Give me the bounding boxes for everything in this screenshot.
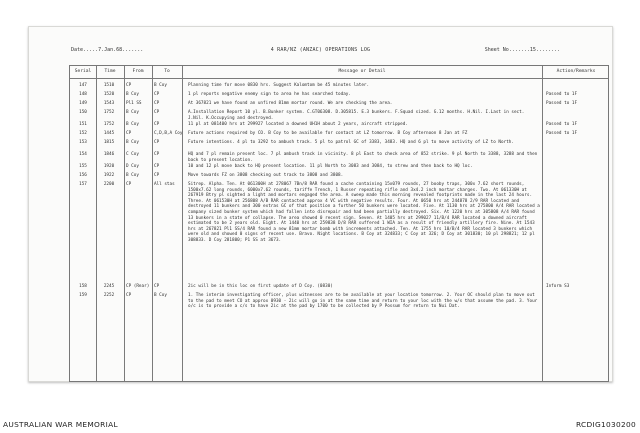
cell-time: 2245 [103, 284, 115, 289]
cell-action: Inform S3 [546, 284, 570, 289]
archive-name: AUSTRALIAN WAR MEMORIAL [3, 420, 118, 429]
cell-serial: 148 [79, 92, 87, 97]
sheet-number: Sheet No.......15........ [484, 47, 560, 53]
cell-action: Passed to 1F [546, 131, 578, 136]
cell-from: C Coy [126, 152, 139, 157]
cell-msg: Move towards FZ on 3808 checking out track to 3808 and 3808. [188, 173, 344, 178]
log-sheet [28, 26, 613, 382]
cell-time: 1510 [103, 83, 115, 88]
cell-serial: 155 [79, 164, 87, 169]
cell-to: CP [154, 140, 160, 145]
cell-to: All stas [154, 182, 175, 187]
cell-serial: 159 [79, 293, 87, 298]
cell-to: B Coy [154, 293, 167, 298]
cell-from: CP (Rear) [126, 284, 150, 289]
cell-serial: 149 [79, 101, 87, 106]
cell-from: B Coy [126, 110, 139, 115]
cell-serial: 151 [79, 122, 87, 127]
archive-footer [0, 416, 640, 433]
cell-time: 1752 [103, 110, 115, 115]
log-table [69, 65, 609, 382]
cell-serial: 150 [79, 110, 87, 115]
cell-msg: 10 and 12 pl move back to HQ present location. 11 pl North to 3083 and 3084, to strew and then back to HQ loc. [188, 164, 473, 169]
cell-from: B Coy [126, 140, 139, 145]
col-time: Time [104, 69, 116, 74]
cell-action: Passed to 1F [546, 122, 578, 127]
cell-time: 1543 [103, 101, 115, 106]
cell-time: 1445 [103, 131, 115, 136]
cell-to: CP [154, 164, 160, 169]
cell-serial: 154 [79, 152, 87, 157]
cell-time: 2252 [103, 293, 115, 298]
cell-msg: Future actions required by CO. B Coy to be available for contact at LZ tomorrow. B Coy afternoon 8 Jan at FZ [188, 131, 468, 136]
cell-from: B Coy [126, 92, 139, 97]
cell-msg: At 367821 we have found an unfired 81mm mortar round. We are checking the area. [188, 101, 393, 106]
cell-msg: 11 pl at 081400 hrs at 299927 located a downed UH1H about 2 years, aircraft stripped. [188, 122, 408, 127]
cell-msg: A.Installation Report 10 yl. B.Bunker system. C.GT06308. D.305815. E.3 bunkers. F.Squad sized. G.12 months. H.Nil. I.Last in sect. J.Nil. K.Occupying and destroyed. [188, 110, 525, 121]
cell-from: CP [126, 293, 132, 298]
cell-msg: Sitrep. Alpha. Ten. At 061300H at 278067 7Bn/8 RAR found a cache containing 15x079 rounds, 27 booby traps, 300x 7.62 short rounds, 1500x7.62 long rounds, 6000x7.62 rounds, tariffe Trench, 1 Russer repeating rifle and 3x4.2 inch mortar charges. Two. At 061330H at 267919 Btry pl sighted a light and mortars engaged the area. A sweep made this morning revealed footprints made in the last 24 hours. Three. At 061530H at 256808 A/B RAR contacted approx 4 VC with negative results. Four. At 0650 hrs at 244878 2/9 RAR located and destroyed 11 bunkers and 300 extras GC of that position a further 50 bunkers were located. Five. At 1130 hrs at 275800 A/4 RAR located a company sized bunker system which had fallen into disrepair and had been partially destroyed. Six. At 1220 hrs at 305808 A/4 RAR found 13 bunkers in a state of collapse. The area showed 0 recent sign. Seven. At 1405 hrs at 299027 11/B/4 RAR located a downed aircraft estimated to be 2 years old. Eight. At 1440 hrs at 259838 D/8 RAR suffered 1 WIA as a result of friendly artillery fire. Nine. At 1543 hrs at 267821 Pl1 SS/4 RAR found a new 81mm mortar bomb with increments attached. Ten. At 1755 hrs 10/B/4 RAR located 3 bunkers which were old and showed 0 signs of recent use. Bravo. Night locations. B Coy at 324833; C Coy at 326; D Coy at 301830; 10 pl 298821; 12 pl 308833. D Coy 281800; P1 SS at 3673. [188, 182, 540, 243]
cell-from: B Coy [126, 173, 139, 178]
cell-time: 1922 [103, 173, 115, 178]
archive-reference: RCDIG1030200 [575, 420, 636, 429]
cell-from: D Coy [126, 164, 139, 169]
cell-time: 1520 [103, 92, 115, 97]
cell-action: Passed to 1F [546, 101, 578, 106]
cell-msg: 1 pl reports negative enemy sign to area he has searched today. [188, 92, 351, 97]
log-date: Date.....7.Jan.68....... [71, 47, 144, 53]
cell-msg: Planning time for move 0830 hrs. Suggest Kalomtom be 45 minutes later. [188, 83, 370, 88]
cell-time: 1846 [103, 152, 115, 157]
log-header [29, 47, 612, 57]
cell-from: CP [126, 131, 132, 136]
cell-serial: 158 [79, 284, 87, 289]
col-from: From [132, 69, 144, 74]
cell-action: Passed to 1F [546, 92, 578, 97]
cell-to: CP [154, 101, 160, 106]
cell-to: B Coy [154, 83, 167, 88]
cell-from: CP [126, 83, 132, 88]
cell-time: 1752 [103, 122, 115, 127]
cell-time: 1920 [103, 164, 115, 169]
cell-to: CP [154, 173, 160, 178]
col-serial: Serial [74, 69, 92, 74]
cell-to: CP [154, 92, 160, 97]
col-to: To [164, 69, 170, 74]
cell-msg: HQ and 7 pl remain present loc. 7 pl ambush track in vicinity. 8 pl East to check area of 852 strike. 9 pl North to 3388, 3288 and then back to present location. [188, 152, 538, 163]
col-action: Action/Remarks [556, 69, 596, 74]
cell-serial: 156 [79, 173, 87, 178]
cell-from: CP [126, 182, 132, 187]
log-title: 4 RAR/NZ (ANZAC) OPERATIONS LOG [270, 47, 371, 53]
cell-to: CP [154, 284, 160, 289]
col-message: Message or Detail [338, 69, 386, 74]
cell-msg: 1. The interim investigating officer, plus witnesses are to be available at your location tomorrow. 2. Your OC should plan to move out to the pad to meet CO at approx 0930 - 2ic will go in at the same time and return to your loc with the w/s that assume the pad. 3. Your o/c is to provide a c/s to have 2ic at the pad by 1700 to be collected by P Possum for return to Nui Dat. [188, 293, 538, 310]
cell-serial: 153 [79, 140, 87, 145]
cell-serial: 152 [79, 131, 87, 136]
cell-time: 1815 [103, 140, 115, 145]
cell-msg: Future intentions. 4 pl to 3292 to ambush track. 5 pl to patrol GC of 3383, 3483. HQ and 6 pl to move activity of LZ to North. [188, 140, 514, 145]
cell-msg: 2ic will be in this loc on first update of D Coy. (0830) [188, 284, 333, 289]
cell-to: CP [154, 122, 160, 127]
cell-from: B Coy [126, 122, 139, 127]
cell-to: C,D,B,A Coy [154, 131, 183, 136]
cell-serial: 147 [79, 83, 87, 88]
cell-to: CP [154, 110, 160, 115]
cell-from: Pl1 SS [126, 101, 142, 106]
cell-serial: 157 [79, 182, 87, 187]
cell-time: 2200 [103, 182, 115, 187]
cell-to: CP [154, 152, 160, 157]
